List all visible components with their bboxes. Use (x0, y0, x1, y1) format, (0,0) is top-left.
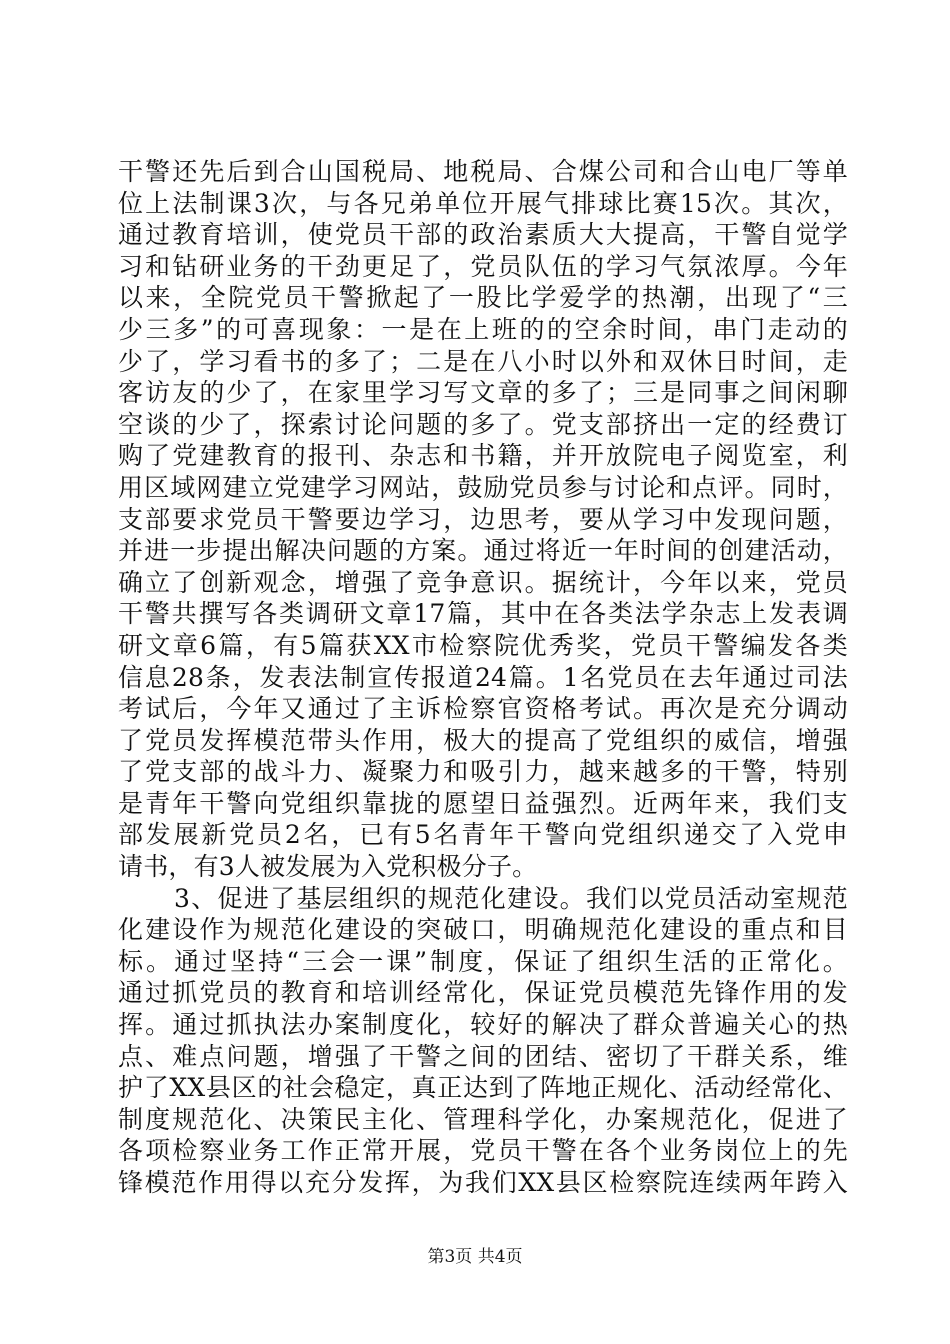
text-line: 支部要求党员干警要边学习，边思考，要从学习中发现问题， (118, 504, 848, 534)
page-footer (0, 1242, 950, 1267)
text-line: 通过抓党员的教育和培训经常化，保证党员模范先锋作用的发 (118, 978, 848, 1008)
page-number-label: 第3页 共4页 (427, 1247, 523, 1267)
text-line: 以来，全院党员干警掀起了一股比学爱学的热潮，出现了“三 (118, 283, 848, 313)
text-line: 请书，有3人被发展为入党积极分子。 (118, 852, 538, 882)
text-line: 空谈的少了，探索讨论问题的多了。党支部挤出一定的经费订 (118, 409, 848, 439)
text-line: 习和钻研业务的干劲更足了，党员队伍的学习气氛浓厚。今年 (118, 251, 848, 281)
text-line: 化建设作为规范化建设的突破口，明确规范化建设的重点和目 (118, 915, 848, 945)
text-line: 3、促进了基层组织的规范化建设。我们以党员活动室规范 (174, 883, 848, 913)
text-line: 购了党建教育的报刊、杂志和书籍，并开放院电子阅览室，利 (118, 441, 848, 471)
text-line: 挥。通过抓执法办案制度化，较好的解决了群众普遍关心的热 (118, 1010, 848, 1040)
text-line: 位上法制课3次，与各兄弟单位开展气排球比赛15次。其次， (118, 188, 848, 218)
body-text (118, 156, 848, 1199)
text-line: 锋模范作用得以充分发挥，为我们XX县区检察院连续两年跨入 (118, 1168, 848, 1197)
text-line: 护了XX县区的社会稳定，真正达到了阵地正规化、活动经常化、 (118, 1073, 848, 1103)
text-line: 确立了创新观念，增强了竞争意识。据统计，今年以来，党员 (118, 567, 848, 597)
text-line: 了党员发挥模范带头作用，极大的提高了党组织的威信，增强 (118, 725, 848, 755)
text-line: 信息28条，发表法制宣传报道24篇。1名党员在去年通过司法 (118, 662, 848, 692)
text-line: 各项检察业务工作正常开展，党员干警在各个业务岗位上的先 (118, 1136, 848, 1166)
text-line: 少了，学习看书的多了；二是在八小时以外和双休日时间，走 (118, 346, 848, 376)
text-line: 是青年干警向党组织靠拢的愿望日益强烈。近两年来，我们支 (118, 788, 848, 818)
text-line: 少三多”的可喜现象：一是在上班的的空余时间，串门走动的 (118, 314, 848, 344)
text-line: 研文章6篇，有5篇获XX市检察院优秀奖，党员干警编发各类 (118, 630, 848, 660)
text-line: 用区域网建立党建学习网站，鼓励党员参与讨论和点评。同时， (118, 472, 848, 502)
text-line: 客访友的少了，在家里学习写文章的多了；三是同事之间闲聊 (118, 378, 848, 408)
text-line: 通过教育培训，使党员干部的政治素质大大提高，干警自觉学 (118, 220, 848, 250)
text-line: 并进一步提出解决问题的方案。通过将近一年时间的创建活动， (118, 536, 848, 566)
text-line: 标。通过坚持“三会一课”制度，保证了组织生活的正常化。 (118, 946, 848, 976)
text-line: 干警还先后到合山国税局、地税局、合煤公司和合山电厂等单 (118, 157, 848, 186)
text-line: 部发展新党员2名，已有5名青年干警向党组织递交了入党申 (118, 820, 848, 850)
text-line: 干警共撰写各类调研文章17篇，其中在各类法学杂志上发表调 (118, 599, 848, 629)
text-line: 制度规范化、决策民主化、管理科学化，办案规范化，促进了 (118, 1104, 848, 1134)
text-line: 了党支部的战斗力、凝聚力和吸引力，越来越多的干警，特别 (118, 757, 848, 787)
text-line: 点、难点问题，增强了干警之间的团结、密切了干群关系，维 (118, 1041, 848, 1071)
text-line: 考试后，今年又通过了主诉检察官资格考试。再次是充分调动 (118, 694, 848, 724)
